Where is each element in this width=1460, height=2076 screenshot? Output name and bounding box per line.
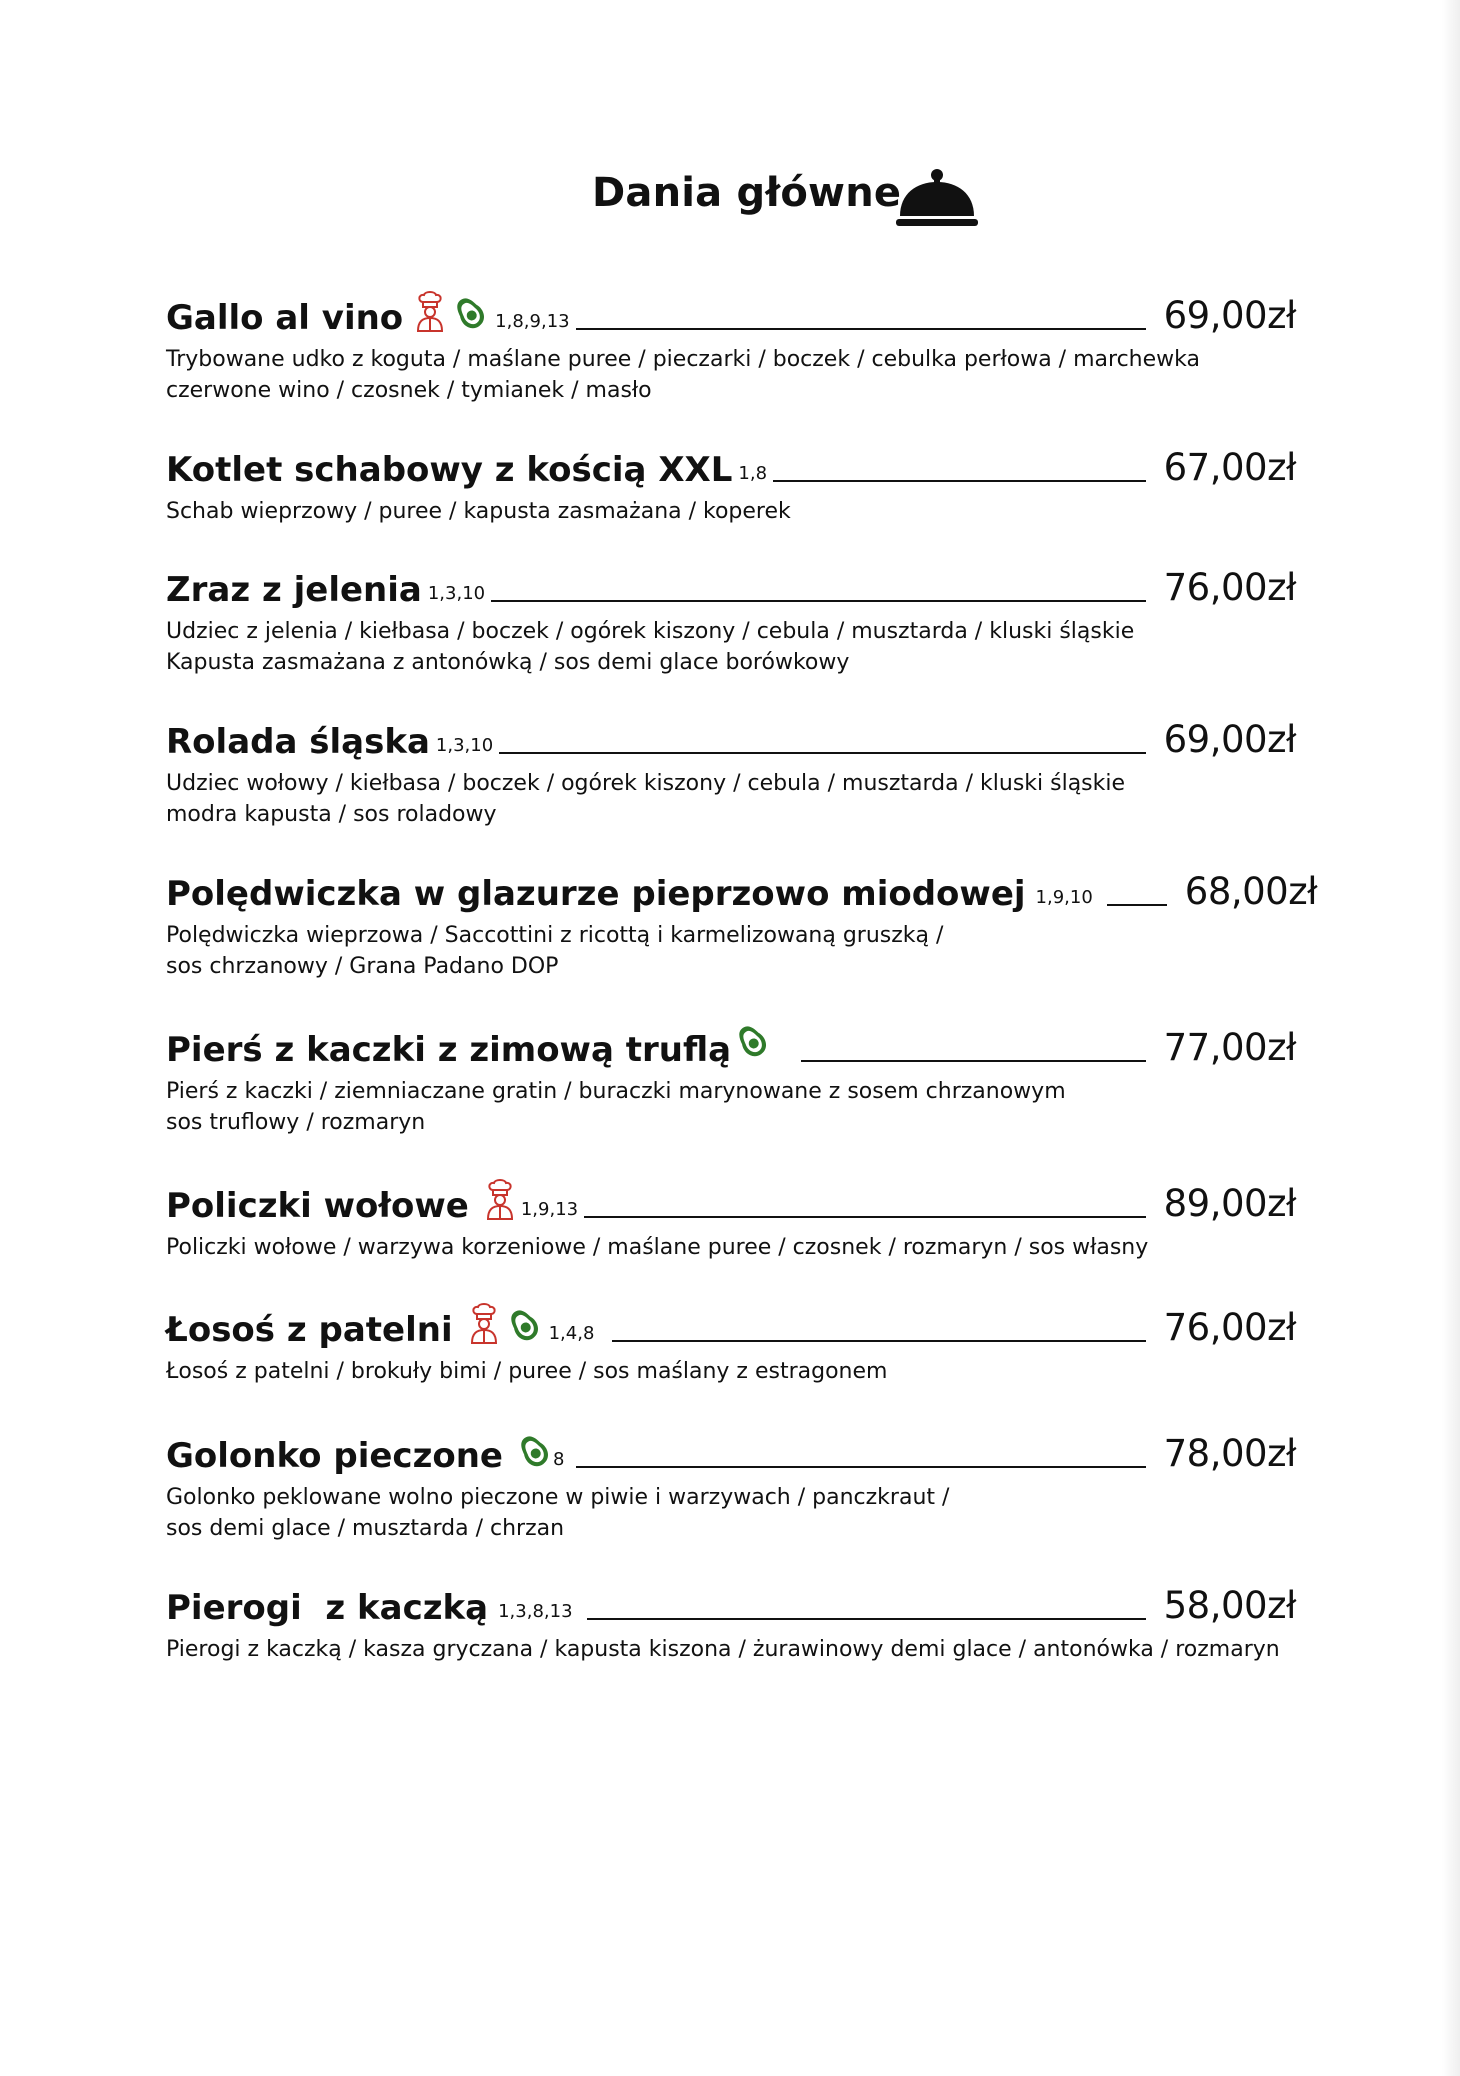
menu-item-name: Gallo al vino (166, 298, 404, 338)
menu-item-description-line: Polędwiczka wieprzowa / Saccottini z ricottą i karmelizowaną gruszką / (166, 923, 944, 948)
menu-item-name: Rolada śląska (166, 722, 430, 762)
menu-item-description-line: modra kapusta / sos roladowy (166, 802, 497, 827)
menu-item-description (166, 768, 1296, 830)
menu-item-description (166, 616, 1296, 678)
menu-item-header (166, 1014, 1296, 1070)
menu-item-leader (773, 480, 1146, 482)
menu-item-description-line: Pierogi z kaczką / kasza gryczana / kapusta kiszona / żurawinowy demi glace / antonówka / rozmaryn (166, 1637, 1280, 1662)
avocado-icon (451, 294, 489, 332)
menu-item-price: 89,00zł (1163, 1182, 1296, 1225)
menu-item-description-line: Trybowane udko z koguta / maślane puree / pieczarki / boczek / cebulka perłowa / marchewka (166, 347, 1200, 372)
menu-item-description-line: sos truflowy / rozmaryn (166, 1110, 426, 1135)
menu-item-price: 68,00zł (1184, 870, 1318, 913)
menu-item-header (166, 1170, 1296, 1226)
menu-item-header (166, 706, 1296, 762)
menu-item-price: 76,00zł (1163, 566, 1296, 609)
menu-item-name: Polędwiczka w glazurze pieprzowo miodowej (166, 874, 1026, 914)
menu-item-leader (587, 1618, 1146, 1620)
menu-item-leader (576, 328, 1146, 330)
menu-item-description-line: Kapusta zasmażana z antonówką / sos demi glace borówkowy (166, 650, 850, 675)
menu-item-allergens: 1,3,8,13 (498, 1601, 573, 1622)
menu-item-name: Golonko pieczone (166, 1436, 503, 1476)
menu-item (166, 1572, 1296, 1665)
chef-icon (485, 1178, 515, 1220)
menu-item-allergens: 1,3,10 (427, 583, 486, 604)
chef-icon (469, 1302, 499, 1344)
menu-item-icons (469, 1298, 543, 1344)
menu-item-name: Pierogi z kaczką (166, 1588, 489, 1628)
menu-item (166, 858, 1318, 982)
menu-item-description (166, 1076, 1296, 1138)
menu-item-description-line: czerwone wino / czosnek / tymianek / masło (166, 378, 652, 403)
menu-item-description (166, 344, 1296, 406)
menu-item-description-line: Łosoś z patelni / brokuły bimi / puree / sos maślany z estragonem (166, 1359, 888, 1384)
menu-item-icons (485, 1174, 515, 1220)
menu-item-price: 78,00zł (1163, 1432, 1296, 1475)
menu-item-header (166, 1294, 1296, 1350)
menu-item-allergens: 1,8,9,13 (495, 311, 570, 332)
menu-item (166, 282, 1296, 406)
menu-item-leader (576, 1466, 1145, 1468)
page-header (0, 158, 1460, 238)
menu-item-price: 77,00zł (1163, 1026, 1296, 1069)
menu-item (166, 1014, 1296, 1138)
menu-item-allergens: 1,9,10 (1035, 887, 1093, 908)
menu-item-leader (801, 1060, 1146, 1062)
menu-item (166, 1420, 1296, 1544)
menu-item-description (166, 920, 1296, 982)
menu-item (166, 554, 1296, 678)
menu-item-description-line: Schab wieprzowy / puree / kapusta zasmażana / koperek (166, 499, 791, 524)
menu-item-allergens: 1,8 (738, 463, 768, 484)
menu-item-description (166, 1356, 1296, 1387)
menu-item-header (166, 554, 1296, 610)
menu-item-price: 69,00zł (1163, 294, 1296, 337)
menu-item-description (166, 1482, 1296, 1544)
menu-item-header (166, 1572, 1296, 1628)
menu-item-description-line: Golonko peklowane wolno pieczone w piwie i warzywach / panczkraut / (166, 1485, 950, 1510)
menu-item-leader (499, 752, 1145, 754)
menu-item-description-line: Udziec z jelenia / kiełbasa / boczek / ogórek kiszony / cebula / musztarda / kluski śląskie (166, 619, 1135, 644)
menu-item-header (166, 1420, 1296, 1476)
menu-item-leader (1107, 904, 1167, 906)
avocado-icon (733, 1022, 771, 1060)
menu-item-name: Pierś z kaczki z zimową truflą (166, 1030, 732, 1070)
menu-item-leader (584, 1216, 1146, 1218)
menu-item-description (166, 496, 1296, 527)
menu-item (166, 1294, 1296, 1387)
menu-item-name: Kotlet schabowy z kością XXL (166, 450, 733, 490)
menu-item-icons (733, 1014, 771, 1060)
menu-item-allergens: 1,3,10 (435, 735, 494, 756)
menu-item-header (166, 434, 1296, 490)
menu-item-description-line: Udziec wołowy / kiełbasa / boczek / ogórek kiszony / cebula / musztarda / kluski śląskie (166, 771, 1126, 796)
menu-item-description-line: sos chrzanowy / Grana Padano DOP (166, 954, 559, 979)
avocado-icon (505, 1306, 543, 1344)
menu-item-icons (515, 1424, 553, 1470)
menu-item-leader (491, 600, 1146, 602)
menu-item-header (166, 282, 1296, 338)
menu-item-price: 67,00zł (1163, 446, 1296, 489)
menu-item-allergens: 1,9,13 (520, 1199, 579, 1220)
menu-item-description (166, 1634, 1296, 1665)
menu-item-description-line: sos demi glace / musztarda / chrzan (166, 1516, 565, 1541)
menu-item-name: Zraz z jelenia (166, 570, 422, 610)
menu-item (166, 434, 1296, 527)
menu-item (166, 706, 1296, 830)
page-title: Dania główne (592, 170, 902, 216)
menu-item-allergens: 1,4,8 (548, 1323, 595, 1344)
avocado-icon (515, 1432, 553, 1470)
menu-item-description-line: Policzki wołowe / warzywa korzeniowe / maślane puree / czosnek / rozmaryn / sos własny (166, 1235, 1149, 1260)
chef-icon (415, 290, 445, 332)
menu-item-price: 58,00zł (1163, 1584, 1296, 1627)
menu-item-icons (415, 286, 489, 332)
menu-item-name: Policzki wołowe (166, 1186, 469, 1226)
menu-item-header (166, 858, 1318, 914)
menu-item-description (166, 1232, 1296, 1263)
cloche-icon (896, 166, 978, 228)
menu-item-description-line: Pierś z kaczki / ziemniaczane gratin / buraczki marynowane z sosem chrzanowym (166, 1079, 1066, 1104)
menu-item (166, 1170, 1296, 1263)
menu-item-price: 76,00zł (1163, 1306, 1296, 1349)
menu-item-leader (612, 1340, 1145, 1342)
menu-item-allergens: 8 (553, 1449, 565, 1470)
menu-item-price: 69,00zł (1163, 718, 1296, 761)
page-edge-shadow (1442, 0, 1460, 2076)
menu-item-name: Łosoś z patelni (166, 1310, 453, 1350)
